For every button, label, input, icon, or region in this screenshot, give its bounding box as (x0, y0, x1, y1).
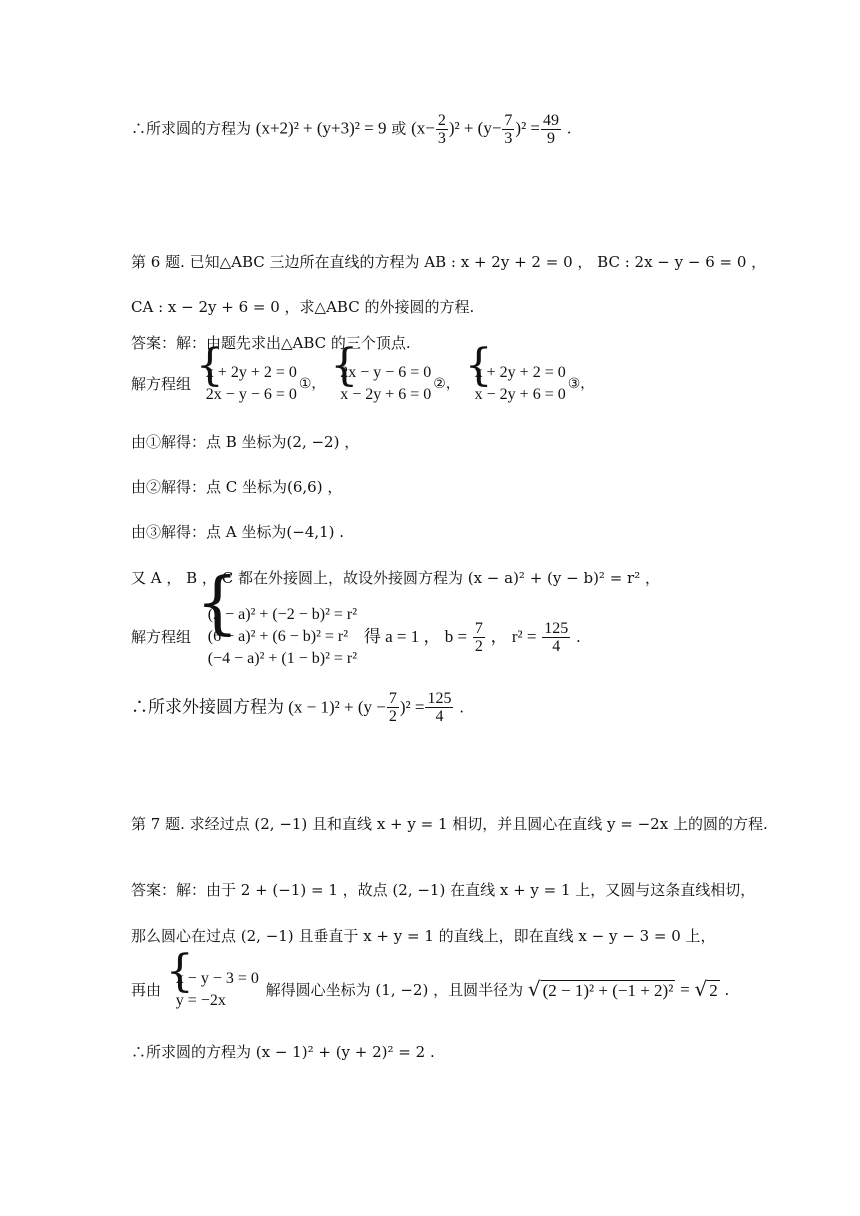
fraction: $\frac{7}{2}$ (388, 690, 397, 725)
text: ∴所求圆的方程为 (131, 119, 252, 138)
fraction: $\frac{2}{3}$ (437, 112, 446, 147)
solution-c: 由②解得：点 C 坐标为(6,6) ， (131, 478, 343, 496)
system-2: { 2x − y − 6 = 0 x − 2y + 6 = 0 (330, 340, 432, 403)
marker: ②， (433, 376, 460, 392)
answer-7-line-1: 答案：解：由于 2 + (−1) = 1 ，故点 (2, −1) 在直线 x + y = 1 上，又圆与这条直线相切， (131, 881, 756, 899)
period: . (459, 698, 465, 717)
solution-b: 由①解得：点 B 坐标为(2, −2) ， (131, 433, 360, 451)
system-3: { x + 2y + 2 = 0 x − 2y + 6 = 0 (464, 340, 566, 403)
equals: = (680, 980, 690, 999)
system-1: { x + 2y + 2 = 0 2x − y − 6 = 0 (195, 340, 297, 403)
marker: ③， (567, 376, 595, 392)
period: . (724, 981, 730, 999)
equation: )² + (y− (448, 118, 502, 138)
radicand: (2 − 1)² + (−1 + 2)² (542, 981, 674, 1000)
period: . (566, 119, 572, 138)
answer-line-1 (131, 112, 572, 147)
equation: )² = (399, 697, 425, 717)
system-center: { x − y − 3 = 0 y = −2x (165, 946, 259, 1009)
text: 或 (391, 119, 407, 138)
problem-7: 第 7 题. 求经过点 (2, −1) 且和直线 x + y = 1 相切，并且圆心在直线 y = −2x 上的圆的方程. (131, 815, 768, 833)
result-r: ， r² = (490, 627, 537, 646)
fraction: $\frac{125}{4}$ (427, 690, 452, 725)
equation: (x− (411, 118, 435, 138)
marker: ①， (298, 376, 326, 392)
radicand: 2 (709, 981, 718, 1000)
fraction: $\frac{125}{4}$ (544, 619, 569, 655)
answer-7-line-3: 再由 { x − y − 3 = 0 y = −2x 解得圆心坐标为 (1, −2) ，且圆半径为 √ (2 − 1)² + (−1 + 2)² = √ 2 . (131, 968, 729, 1012)
answer-7-line-2: 那么圆心在过点 (2, −1) 且垂直于 x + y = 1 的直线上，即在直线 x − y − 3 = 0 上， (131, 927, 716, 945)
fraction: $\frac{7}{2}$ (474, 619, 483, 655)
text: 解方程组 (131, 628, 192, 646)
text: 再由 (131, 981, 162, 999)
text: 解得圆心坐标为 (1, −2) ，且圆半径为 (265, 981, 524, 999)
fraction: $\frac{7}{3}$ (504, 112, 513, 147)
circle-setup: 又 A ， B ， C 都在外接圆上，故设外接圆方程为 (x − a)² + (y − b)² = r² ， (131, 569, 660, 587)
period: . (576, 628, 581, 646)
equation: (x+2)² + (y+3)² = 9 (255, 118, 387, 138)
final-equation: ∴所求圆的方程为 (x − 1)² + (y + 2)² = 2 . (131, 1043, 435, 1061)
answer-intro: 答案：解：由题先求出△ABC 的三个顶点. (131, 334, 411, 352)
system-abr: { (2 − a)² + (−2 − b)² = r² (6 − a)² + (6 − b)² = r² (−4 − a)² + (1 − b)² = r² (195, 564, 358, 667)
problem-6-line-1: 第 6 题. 已知△ABC 三边所在直线的方程为 AB : x + 2y + 2 = 0 ， BC : 2x − y − 6 = 0 ， (131, 253, 767, 271)
equation: )² = (515, 118, 541, 138)
circumcircle-equation (131, 690, 464, 725)
problem-6-line-2: CA : x − 2y + 6 = 0 ，求△ABC 的外接圆的方程. (131, 298, 475, 316)
fraction: $\frac{49}{9}$ (543, 112, 560, 147)
result-a: 得 a = 1 ， b = (363, 627, 468, 646)
solution-a: 由③解得：点 A 坐标为(−4,1) . (131, 523, 345, 541)
text: 解方程组 (131, 375, 192, 393)
equation: ∴所求外接圆方程为 (x − 1)² + (y − (131, 697, 386, 717)
